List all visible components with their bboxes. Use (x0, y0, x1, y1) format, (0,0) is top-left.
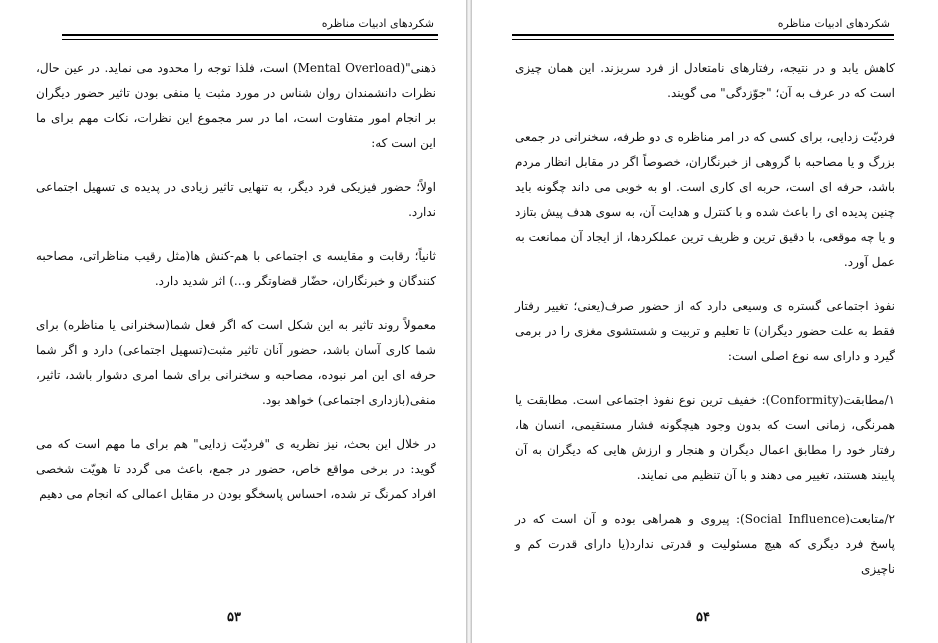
running-header (512, 14, 894, 36)
paragraph: اولاً؛ حضور فیزیکی فرد دیگر، به تنهایی تاثیر زیادی در پدیده ی تسهیل اجتماعی ندارد. (36, 180, 436, 219)
paragraph: نفوذ اجتماعی گستره ی وسیعی دارد که از حضور صرف(یعنی؛ تغییر رفتار فقط به علت حضور دیگران) تا تعلیم و تربیت و شستشوی مغزی را در برمی گیرد و دارای سه نوع اصلی است: (515, 299, 895, 363)
paragraph: در خلال این بحث، نیز نظریه ی "فردیّت زدایی" هم برای ما مهم است که می گوید: در برخی مواقع خاص، حضور در جمع، باعث می گردد تا هویّت شخصی افراد کمرنگ تر شده، احساس پاسخگو بودن در مقابل اعمالی که انجام می دهیم (36, 437, 436, 501)
running-header (62, 14, 438, 36)
page-body (36, 56, 436, 526)
header-rule (512, 34, 894, 36)
paragraph: کاهش یابد و در نتیجه، رفتارهای نامتعادل از فرد سربزند. این همان چیزی است که در عرف به آن؛ "جوّزدگی" می گویند. (515, 61, 895, 100)
header-rule-thin (62, 39, 438, 40)
page-number: ۵۳ (227, 610, 241, 625)
header-title: شکردهای ادبیات مناظره (777, 17, 890, 30)
paragraph: معمولاً روند تاثیر به این شکل است که اگر فعل شما(سخنرانی یا مناظره) برای شما کاری آسان باشد، حضور آنان تاثیر مثبت(تسهیل اجتماعی) دارد و اگر شما حرفه ای این امر نبوده، مصاحبه و سخنرانی برای شما امری دشوار باشد، تاثیر، منفی(بازداری اجتماعی) خواهد بود. (36, 318, 436, 407)
left-page (0, 0, 466, 643)
header-title: شکردهای ادبیات مناظره (321, 17, 434, 30)
page-number: ۵۴ (696, 610, 710, 625)
paragraph: ۱/مطابقت(Conformity): خفیف ترین نوع نفوذ اجتماعی است. مطابقت یا همرنگی، زمانی است که بدون وجود هیچگونه فشار مستقیمی، انسان ها، رفتار خود را مطابق اعمال دیگران و هنجار و ارزش هایی که دیگران به آن پایبند هستند، تغییر می دهند و با آن تنظیم می نمایند. (515, 393, 895, 482)
right-page (472, 0, 938, 643)
paragraph: ذهنی"(Mental Overload) است، فلذا توجه را محدود می نماید. در عین حال، نظرات دانشمندان روان شناس در مورد مثبت یا منفی بودن تاثیر حضور دیگران بر انجام امور متفاوت است، اما در سر مجموع این نظرات، نکات مهم برای ما این است که: (36, 61, 436, 150)
page-body (515, 56, 895, 601)
paragraph: ثانیاً؛ رقابت و مقایسه ی اجتماعی با هم-کنش ها(مثل رقیب مناظراتی، مصاحبه کنندگان و خبرنگاران، حضّار قضاوتگر و...) اثر شدید دارد. (36, 249, 436, 288)
paragraph: فردیّت زدایی، برای کسی که در امر مناظره ی دو طرفه، سخنرانی در جمعی بزرگ و یا مصاحبه با گروهی از خبرنگاران، خصوصاً اگر در مقابل انظار مردم باشد، حرفه ای است، حربه ای کاری است. او به خوبی می داند چگونه باید چنین پدیده ای را باعث شده و با کنترل و هدایت آن، به سوی هدف پیش بتازد و یا چه موقعی، با دقیق ترین و ظریف ترین عملکردها، از ایجاد آن ممانعت به عمل آورد. (515, 130, 895, 269)
paragraph: ۲/متابعت(Social Influence): پیروی و همراهی بوده و آن است که در پاسخ فرد دیگری که هیچ مسئولیت و قدرتی ندارد(یا دارای قدرت کم و ناچیزی (515, 512, 895, 576)
header-rule (62, 34, 438, 36)
header-rule-thin (512, 39, 894, 40)
